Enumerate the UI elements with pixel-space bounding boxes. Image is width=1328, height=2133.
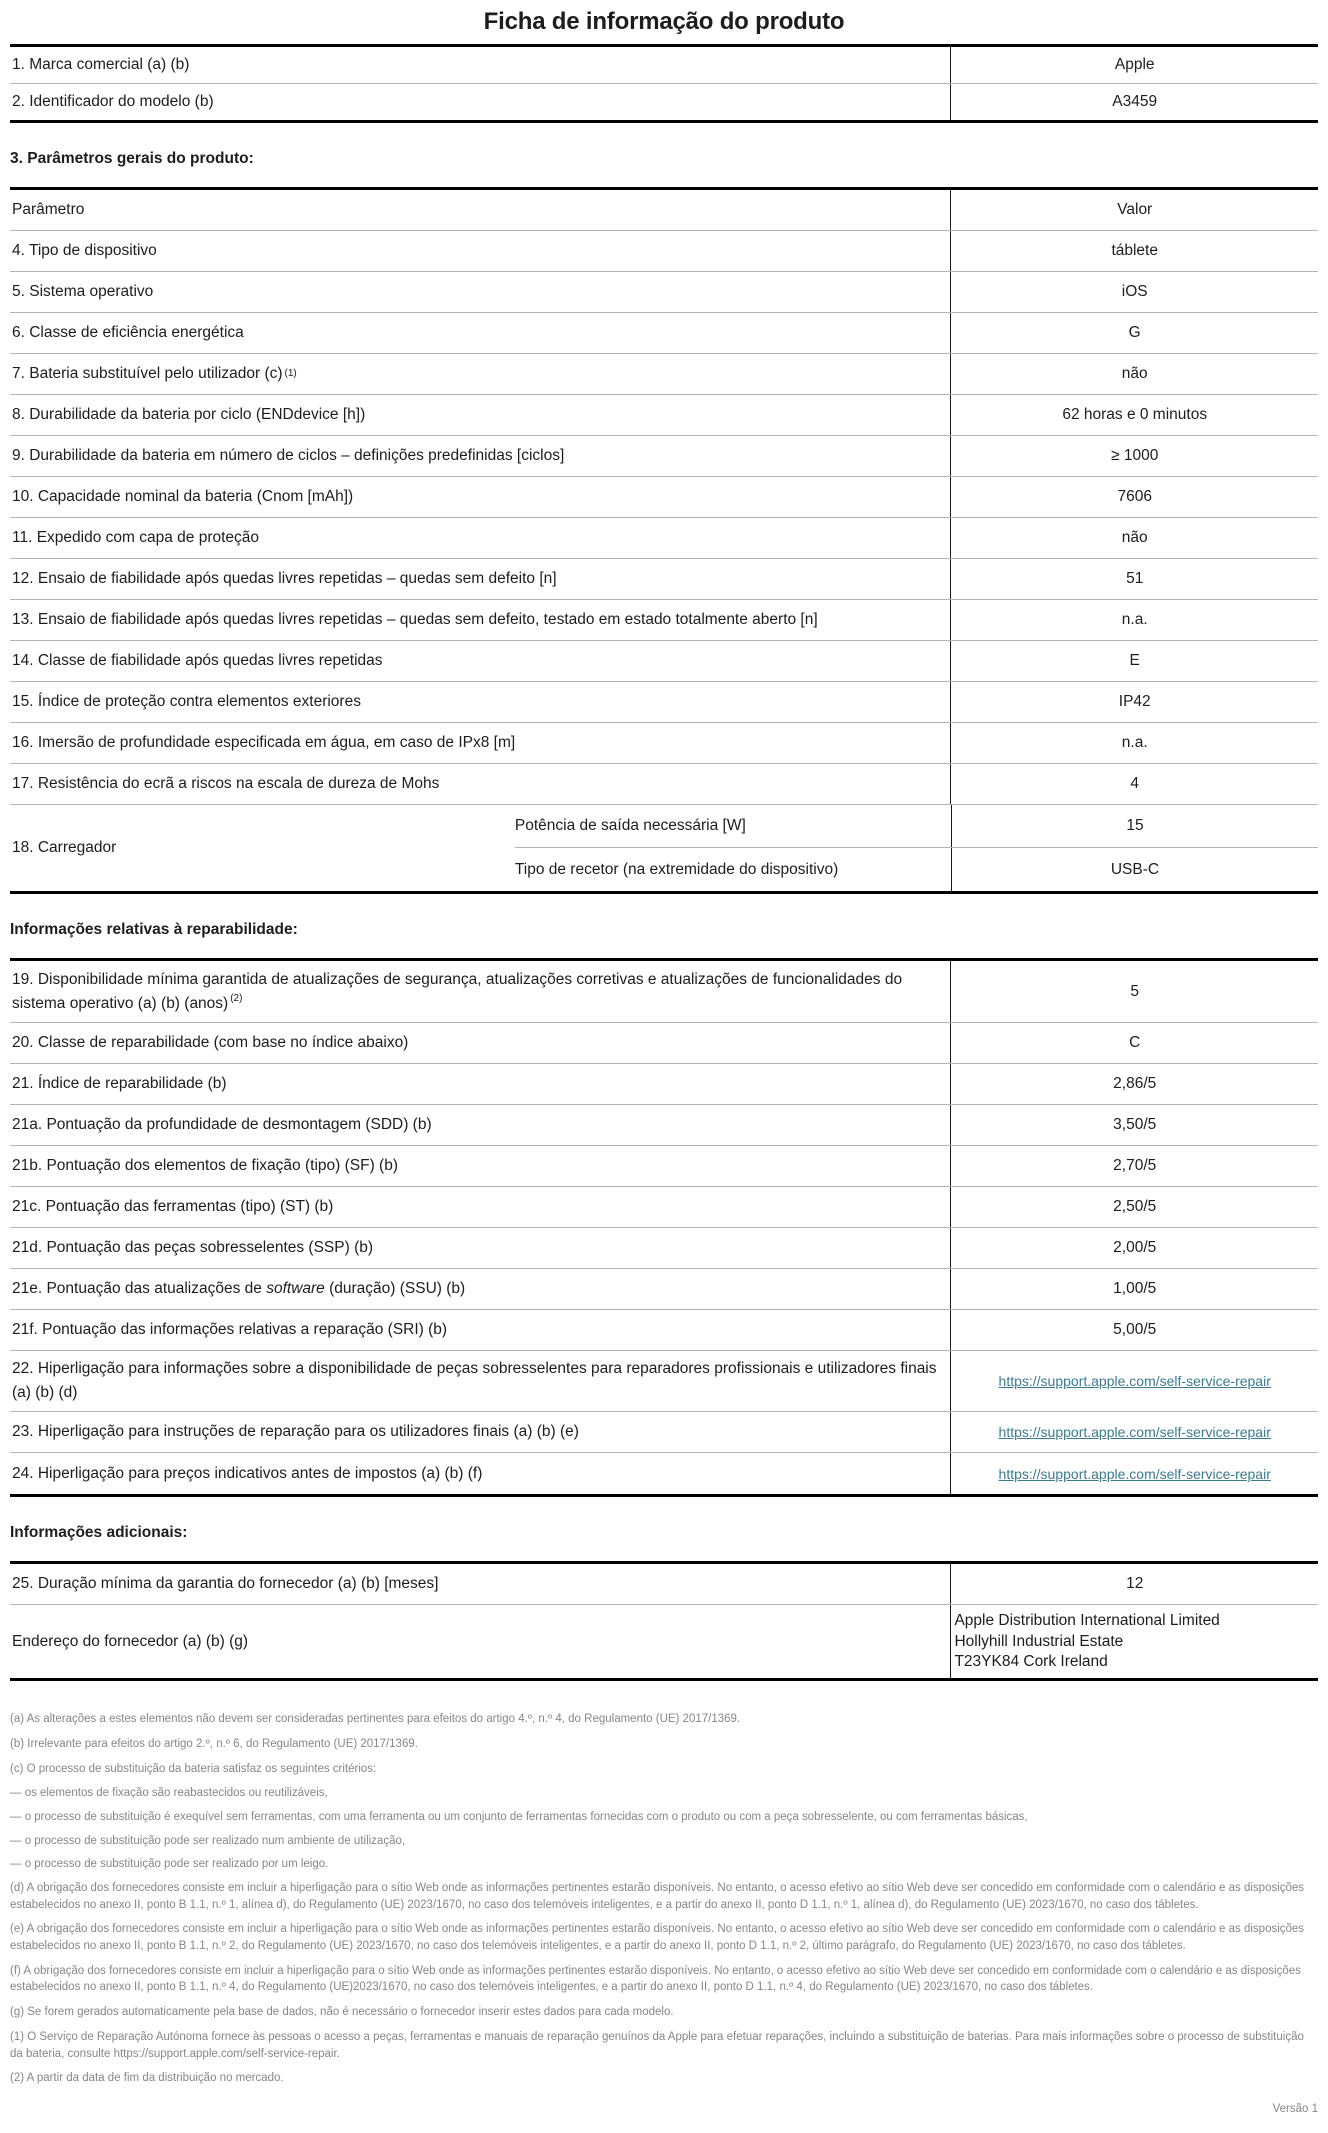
brand-model-table xyxy=(10,44,1318,123)
row-label: 20. Classe de reparabilidade (com base no índice abaixo) xyxy=(12,1034,409,1052)
row-value: não xyxy=(950,518,1318,558)
table-row xyxy=(10,47,1318,84)
charger-sub-table xyxy=(515,805,1318,891)
footnote: (g) Se forem gerados automaticamente pela base de dados, não é necessário o fornecedor inserir estes dados para cada modelo. xyxy=(10,2006,674,2019)
row-label: 21a. Pontuação da profundidade de desmontagem (SDD) (b) xyxy=(12,1116,432,1134)
row-value: 2,50/5 xyxy=(950,1187,1318,1227)
row-value: 12 xyxy=(950,1564,1318,1604)
footnote: (1) O Serviço de Reparação Autónoma fornece às pessoas o acesso a peças, ferramentas e manuais de reparação genuínos da Apple para efetuar reparações, incluindo a substituição de baterias. Para mais informações sobre o processo de substituição da bateria, consulte https://support.apple.com/self-service-repair. xyxy=(10,2030,1304,2060)
self-service-repair-link[interactable]: https://support.apple.com/self-service-repair xyxy=(998,1373,1271,1390)
table-row xyxy=(10,231,1318,272)
address-line: T23YK84 Cork Ireland xyxy=(954,1652,1108,1670)
table-row xyxy=(10,477,1318,518)
version-label: Versão 1 xyxy=(1272,2102,1318,2115)
row-label: 21b. Pontuação dos elementos de fixação (tipo) (SF) (b) xyxy=(12,1157,398,1175)
column-header-parameter: Parâmetro xyxy=(12,201,85,219)
footnote: (f) A obrigação dos fornecedores consiste em incluir a hiperligação para o sítio Web onde as informações pertinentes estarão disponíveis. No entanto, o acesso efetivo ao sítio Web deve ser concedido em conformidade com o calendário e as disposições estabelecidos no anexo II, ponto B 1.1, n.º 4, do Regulamento (UE)2023/1670, no caso dos telemóveis inteligentes, e a partir do anexo II, ponto D 1.1, n.º 4, do Regulamento (UE) 2023/1670, no caso dos tábletes. xyxy=(10,1964,1301,1994)
row-label: 24. Hiperligação para preços indicativos antes de impostos (a) (b) (f) xyxy=(12,1464,483,1482)
footnote: (a) As alterações a estes elementos não devem ser consideradas pertinentes para efeitos do artigo 4.º, n.º 4, do Regulamento (UE) 2017/1369. xyxy=(10,1713,741,1726)
additional-info-table xyxy=(10,1561,1318,1681)
row-label: 15. Índice de proteção contra elementos exteriores xyxy=(12,693,361,711)
row-label: 2. Identificador do modelo (b) xyxy=(12,93,214,111)
supplier-address-row xyxy=(10,1605,1318,1678)
row-label: 17. Resistência do ecrã a riscos na escala de dureza de Mohs xyxy=(12,775,440,793)
footnotes-block xyxy=(10,1711,1318,2086)
footnote: (b) Irrelevante para efeitos do artigo 2.º, n.º 6, do Regulamento (UE) 2017/1369. xyxy=(10,1738,418,1751)
row-label-main: 19. Disponibilidade mínima garantida de atualizações de segurança, atualizações corretivas e atualizações de funcionalidades do sistema operativo (a) (b) (anos) xyxy=(12,970,903,1012)
footnote: — o processo de substituição pode ser realizado por um leigo. xyxy=(10,1858,329,1871)
charger-row-label: 18. Carregador xyxy=(12,839,117,857)
label-italic: software xyxy=(266,1280,325,1298)
row-label: 6. Classe de eficiência energética xyxy=(12,324,244,342)
table-row xyxy=(10,84,1318,120)
row-label: 14. Classe de fiabilidade após quedas livres repetidas xyxy=(12,652,383,670)
row-label-text xyxy=(12,1277,465,1301)
table-row xyxy=(10,559,1318,600)
row-value: 4 xyxy=(950,764,1318,804)
table-row xyxy=(10,1146,1318,1187)
table-row xyxy=(10,313,1318,354)
table-row xyxy=(10,641,1318,682)
footnote: (2) A partir da data de fim da distribuição no mercado. xyxy=(10,2072,284,2085)
table-row xyxy=(10,395,1318,436)
row-label-text: 7. Bateria substituível pelo utilizador (c) xyxy=(12,365,283,383)
address-line: Apple Distribution International Limited xyxy=(954,1612,1220,1630)
row-label xyxy=(10,1269,950,1309)
row-value: 2,86/5 xyxy=(950,1064,1318,1104)
table-row xyxy=(10,1269,1318,1310)
row-value: 2,00/5 xyxy=(950,1228,1318,1268)
row-value: 62 horas e 0 minutos xyxy=(950,395,1318,435)
row-value: n.a. xyxy=(950,600,1318,640)
row-value: 51 xyxy=(950,559,1318,599)
table-row xyxy=(10,354,1318,395)
row-label: 1. Marca comercial (a) (b) xyxy=(12,56,190,73)
row-value: 1,00/5 xyxy=(950,1269,1318,1309)
row-label: 21c. Pontuação das ferramentas (tipo) (ST) (b) xyxy=(12,1198,334,1216)
row-value: 2,70/5 xyxy=(950,1146,1318,1186)
table-row xyxy=(10,1351,1318,1412)
row-label: 21d. Pontuação das peças sobresselentes (SSP) (b) xyxy=(12,1239,374,1257)
footnote: (c) O processo de substituição da bateria satisfaz os seguintes critérios: xyxy=(10,1762,377,1775)
row-value: A3459 xyxy=(950,84,1318,120)
row-label: 23. Hiperligação para instruções de reparação para os utilizadores finais (a) (b) (e) xyxy=(12,1423,579,1441)
section-heading-additional: Informações adicionais: xyxy=(10,1524,188,1542)
row-label: 21f. Pontuação das informações relativas a reparação (SRI) (b) xyxy=(12,1321,448,1339)
column-header-value: Valor xyxy=(950,190,1318,230)
table-row xyxy=(10,1023,1318,1064)
charger-sub-row xyxy=(515,805,1318,848)
table-row xyxy=(10,1105,1318,1146)
row-value: ≥ 1000 xyxy=(950,436,1318,476)
row-label: 22. Hiperligação para informações sobre a disponibilidade de peças sobresselentes para reparadores profissionais e utilizadores finais (a) (b) (d) xyxy=(12,1360,937,1402)
charger-sub-label: Potência de saída necessária [W] xyxy=(514,817,746,835)
row-value: n.a. xyxy=(950,723,1318,763)
row-value: IP42 xyxy=(950,682,1318,722)
table-row xyxy=(10,600,1318,641)
row-label: 16. Imersão de profundidade especificada em água, em caso de IPx8 [m] xyxy=(12,734,516,752)
row-label xyxy=(10,961,950,1022)
row-value: Apple xyxy=(950,47,1318,83)
table-row xyxy=(10,436,1318,477)
row-label: 21. Índice de reparabilidade (b) xyxy=(12,1075,227,1093)
row-value xyxy=(950,1453,1318,1494)
table-row xyxy=(10,1064,1318,1105)
charger-sub-value: USB-C xyxy=(951,848,1318,891)
table-row xyxy=(10,961,1318,1023)
table-row xyxy=(10,272,1318,313)
table-row xyxy=(10,518,1318,559)
table-row xyxy=(10,1310,1318,1351)
footnote: — os elementos de fixação são reabastecidos ou reutilizáveis, xyxy=(10,1787,328,1800)
table-row xyxy=(10,682,1318,723)
row-value: 7606 xyxy=(950,477,1318,517)
footnote: (d) A obrigação dos fornecedores consiste em incluir a hiperligação para o sítio Web onde as informações pertinentes estarão disponíveis. No entanto, o acesso efetivo ao sítio Web deve ser concedido em conformidade com o calendário e as disposições estabelecidos no anexo II, ponto B 1.1, n.º 1, alínea d), do Regulamento (UE) 2023/1670, no caso dos telemóveis inteligentes, e a partir do anexo II, ponto D 1.1, n.º 1, alínea d), do Regulamento (UE) 2023/1670, no caso dos tábletes. xyxy=(10,1882,1305,1911)
charger-sub-label: Tipo de recetor (na extremidade do dispositivo) xyxy=(514,860,839,878)
table-row xyxy=(10,764,1318,805)
row-value: C xyxy=(950,1023,1318,1063)
row-label: 9. Durabilidade da bateria em número de ciclos – definições predefinidas [ciclos] xyxy=(12,447,565,465)
self-service-repair-link[interactable]: https://support.apple.com/self-service-repair xyxy=(998,1424,1271,1441)
row-label: 4. Tipo de dispositivo xyxy=(12,242,157,260)
row-label: 13. Ensaio de fiabilidade após quedas livres repetidas – quedas sem defeito, testado em estado totalmente aberto [n] xyxy=(12,611,818,629)
row-value: E xyxy=(950,641,1318,681)
row-label: 11. Expedido com capa de proteção xyxy=(12,529,260,547)
table-row xyxy=(10,1453,1318,1494)
row-label: 12. Ensaio de fiabilidade após quedas livres repetidas – quedas sem defeito [n] xyxy=(12,570,557,588)
table-header-row xyxy=(10,190,1318,231)
charger-row xyxy=(10,805,1318,891)
page-title: Ficha de informação do produto xyxy=(483,8,845,35)
row-value: G xyxy=(950,313,1318,353)
footnote-ref-2: (2) xyxy=(230,993,243,1005)
row-value xyxy=(950,1351,1318,1411)
row-label: 10. Capacidade nominal da bateria (Cnom [mAh]) xyxy=(12,488,354,506)
row-value: 3,50/5 xyxy=(950,1105,1318,1145)
table-row xyxy=(10,1228,1318,1269)
table-row xyxy=(10,723,1318,764)
table-row xyxy=(10,1187,1318,1228)
row-value: iOS xyxy=(950,272,1318,312)
charger-sub-row xyxy=(515,848,1318,891)
label-post: (duração) (SSU) (b) xyxy=(324,1280,466,1298)
section-heading-general-parameters: 3. Parâmetros gerais do produto: xyxy=(10,150,254,168)
row-label-text xyxy=(12,968,938,1016)
row-label: 25. Duração mínima da garantia do fornecedor (a) (b) [meses] xyxy=(12,1575,439,1593)
label-pre: 21e. Pontuação das atualizações de xyxy=(12,1280,267,1298)
address-line: Hollyhill Industrial Estate xyxy=(954,1632,1124,1650)
row-label: 8. Durabilidade da bateria por ciclo (ENDdevice [h]) xyxy=(12,406,366,424)
self-service-repair-link[interactable]: https://support.apple.com/self-service-repair xyxy=(998,1465,1271,1482)
row-value xyxy=(950,1412,1318,1452)
row-value: táblete xyxy=(950,231,1318,271)
repairability-table xyxy=(10,958,1318,1497)
table-row xyxy=(10,1564,1318,1605)
general-parameters-table xyxy=(10,187,1318,894)
table-row xyxy=(10,1412,1318,1453)
row-value: 5 xyxy=(950,961,1318,1022)
supplier-address xyxy=(950,1605,1318,1678)
footnote: — o processo de substituição é exequível sem ferramentas, com uma ferramenta ou um conjunto de ferramentas fornecidas com o produto ou com a peça sobresselente, ou com ferramentas básicas, xyxy=(10,1811,1028,1824)
charger-sub-value: 15 xyxy=(951,805,1318,847)
footnote: — o processo de substituição pode ser realizado num ambiente de utilização, xyxy=(10,1834,406,1847)
row-value: 5,00/5 xyxy=(950,1310,1318,1350)
row-value: não xyxy=(950,354,1318,394)
row-label: 7. Bateria substituível pelo utilizador (c) (1) xyxy=(10,354,950,394)
row-label: Endereço do fornecedor (a) (b) (g) xyxy=(12,1632,249,1650)
footnote: (e) A obrigação dos fornecedores consiste em incluir a hiperligação para o sítio Web onde as informações pertinentes estarão disponíveis. No entanto, o acesso efetivo ao sítio Web deve ser concedido em conformidade com o calendário e as disposições estabelecidos no anexo II, ponto B 1.1, n.º 2, do Regulamento (UE) 2023/1670, no caso dos telemóveis inteligentes, e a partir do anexo II, ponto D 1.1, n.º 2, último parágrafo, do Regulamento (UE) 2023/1670, no caso dos tábletes. xyxy=(10,1923,1305,1953)
row-label: 5. Sistema operativo xyxy=(12,283,154,301)
section-heading-repairability: Informações relativas à reparabilidade: xyxy=(10,921,298,939)
